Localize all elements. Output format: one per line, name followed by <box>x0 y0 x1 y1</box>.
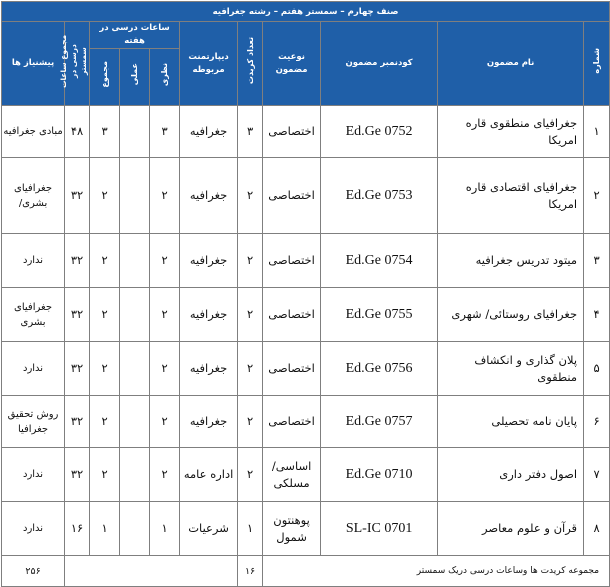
row-prereq: جغرافیای بشری/ <box>2 158 65 234</box>
row-prereq: ندارد <box>2 502 65 556</box>
row-theory: ۲ <box>150 448 180 502</box>
table-caption: صنف چهارم – سمستر هفتم – رشته جغرافیه <box>2 2 610 22</box>
row-prereq: مبادی جغرافیه <box>2 106 65 158</box>
table-row <box>2 288 610 342</box>
row-total: ۲ <box>90 396 120 448</box>
row-theory: ۲ <box>150 342 180 396</box>
row-code: SL-IC 0701 <box>321 502 438 556</box>
row-num: ۵ <box>584 342 610 396</box>
row-num: ۷ <box>584 448 610 502</box>
row-practical <box>120 502 150 556</box>
row-dept: جغرافیه <box>180 396 238 448</box>
row-name: پایان نامه تحصیلی <box>438 396 584 448</box>
row-total: ۲ <box>90 234 120 288</box>
row-semester-hours: ۳۲ <box>65 288 90 342</box>
row-total: ۲ <box>90 342 120 396</box>
row-total: ۳ <box>90 106 120 158</box>
row-practical <box>120 342 150 396</box>
row-prereq: روش تحقیق جغرافیا <box>2 396 65 448</box>
footer-row <box>2 556 610 587</box>
row-num: ۲ <box>584 158 610 234</box>
table-row <box>2 158 610 234</box>
row-total: ۱ <box>90 502 120 556</box>
row-semester-hours: ۳۲ <box>65 158 90 234</box>
row-type: اختصاصی <box>263 288 321 342</box>
row-code: Ed.Ge 0754 <box>321 234 438 288</box>
table-row <box>2 502 610 556</box>
row-practical <box>120 396 150 448</box>
row-semester-hours: ۳۲ <box>65 448 90 502</box>
header-total: مجموع <box>90 49 120 106</box>
row-total: ۲ <box>90 158 120 234</box>
row-semester-hours: ۳۲ <box>65 234 90 288</box>
row-dept: شرعیات <box>180 502 238 556</box>
row-theory: ۲ <box>150 158 180 234</box>
row-code: Ed.Ge 0753 <box>321 158 438 234</box>
row-code: Ed.Ge 0710 <box>321 448 438 502</box>
row-practical <box>120 158 150 234</box>
row-prereq: جغرافیای بشری <box>2 288 65 342</box>
row-name: میتود تدریس جغرافیه <box>438 234 584 288</box>
row-credits: ۲ <box>238 288 263 342</box>
row-dept: جغرافیه <box>180 234 238 288</box>
curriculum-table <box>1 1 610 587</box>
row-name: اصول دفتر داری <box>438 448 584 502</box>
footer-empty <box>65 556 238 587</box>
table-row <box>2 396 610 448</box>
row-type: اختصاصی <box>263 342 321 396</box>
header-num: شماره <box>584 22 610 106</box>
row-type: اختصاصی <box>263 396 321 448</box>
footer-credits-total: ۱۶ <box>238 556 263 587</box>
row-total: ۲ <box>90 448 120 502</box>
footer-label: مجموعه کریدت ها وساعات درسی دریک سمستر <box>263 556 610 587</box>
row-code: Ed.Ge 0752 <box>321 106 438 158</box>
header-name: نام مضمون <box>438 22 584 106</box>
row-credits: ۲ <box>238 158 263 234</box>
row-num: ۸ <box>584 502 610 556</box>
table-row <box>2 234 610 288</box>
row-semester-hours: ۳۲ <box>65 342 90 396</box>
row-total: ۲ <box>90 288 120 342</box>
row-credits: ۱ <box>238 502 263 556</box>
footer-hours-total: ۲۵۶ <box>2 556 65 587</box>
row-practical <box>120 234 150 288</box>
row-credits: ۲ <box>238 396 263 448</box>
header-semester-hours: مجموع ساعات درسی در سمستر <box>65 22 90 106</box>
table-row <box>2 448 610 502</box>
row-code: Ed.Ge 0755 <box>321 288 438 342</box>
row-name: قرآن و علوم معاصر <box>438 502 584 556</box>
row-prereq: ندارد <box>2 448 65 502</box>
row-num: ۳ <box>584 234 610 288</box>
row-semester-hours: ۱۶ <box>65 502 90 556</box>
row-num: ۴ <box>584 288 610 342</box>
row-theory: ۲ <box>150 396 180 448</box>
table-caption-row <box>2 2 610 22</box>
header-dept: دیپارتمنت مربوطه <box>180 22 238 106</box>
row-theory: ۳ <box>150 106 180 158</box>
row-name: جغرافیای اقتصادی قاره امریکا <box>438 158 584 234</box>
row-dept: اداره عامه <box>180 448 238 502</box>
header-prereq: پیشنیاز ها <box>2 22 65 106</box>
header-credits: تعداد کریدت <box>238 22 263 106</box>
header-practical: عملی <box>120 49 150 106</box>
table-body <box>2 106 610 556</box>
row-credits: ۳ <box>238 106 263 158</box>
row-dept: جغرافیه <box>180 288 238 342</box>
row-type: اختصاصی <box>263 158 321 234</box>
row-code: Ed.Ge 0756 <box>321 342 438 396</box>
header-code: کودنمبر مضمون <box>321 22 438 106</box>
row-type: اختصاصی <box>263 234 321 288</box>
row-credits: ۲ <box>238 342 263 396</box>
table-row <box>2 106 610 158</box>
header-theory: نظری <box>150 49 180 106</box>
curriculum-table-container <box>1 1 602 577</box>
row-name: جغرافیای روستائی/ شهری <box>438 288 584 342</box>
row-prereq: ندارد <box>2 234 65 288</box>
row-dept: جغرافیه <box>180 342 238 396</box>
row-practical <box>120 106 150 158</box>
row-theory: ۲ <box>150 288 180 342</box>
row-type: اساسی/ مسلکی <box>263 448 321 502</box>
row-practical <box>120 448 150 502</box>
row-credits: ۲ <box>238 448 263 502</box>
header-hours-group: ساعات درسی در هفته <box>90 22 180 49</box>
row-dept: جغرافیه <box>180 106 238 158</box>
row-theory: ۲ <box>150 234 180 288</box>
row-semester-hours: ۳۲ <box>65 396 90 448</box>
row-theory: ۱ <box>150 502 180 556</box>
row-credits: ۲ <box>238 234 263 288</box>
row-type: پوهنتون شمول <box>263 502 321 556</box>
row-dept: جغرافیه <box>180 158 238 234</box>
table-row <box>2 342 610 396</box>
header-row-top <box>2 22 610 49</box>
row-num: ۱ <box>584 106 610 158</box>
row-prereq: ندارد <box>2 342 65 396</box>
row-type: اختصاصی <box>263 106 321 158</box>
header-type: نوعیت مضمون <box>263 22 321 106</box>
row-practical <box>120 288 150 342</box>
row-name: پلان گذاری و انکشاف منطقوی <box>438 342 584 396</box>
row-num: ۶ <box>584 396 610 448</box>
row-semester-hours: ۴۸ <box>65 106 90 158</box>
row-name: جغرافیای منطقوی قاره امریکا <box>438 106 584 158</box>
row-code: Ed.Ge 0757 <box>321 396 438 448</box>
